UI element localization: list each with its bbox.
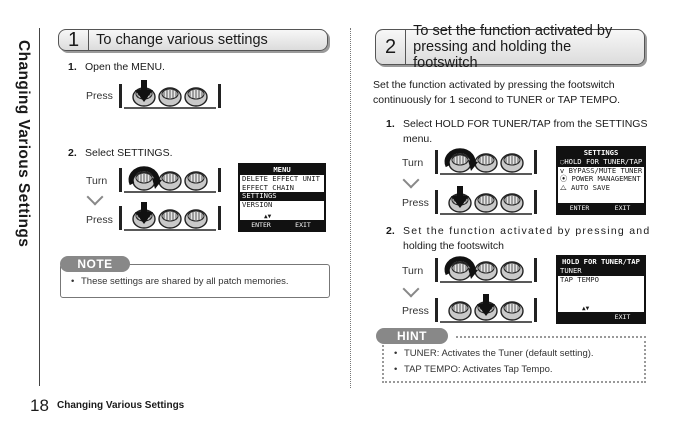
pedal-press-footswitch-1 <box>434 186 538 216</box>
pedal-turn-knob-1 <box>434 146 538 176</box>
menu-screen <box>238 163 326 232</box>
footer-title: Changing Various Settings <box>57 400 185 411</box>
right-intro-line2: continuously for 1 second to TUNER or TAP TEMPO. <box>373 94 621 106</box>
right-step-2-line2: holding the footswitch <box>403 240 504 252</box>
right-step-2-turn-label: Turn <box>402 265 424 277</box>
left-step-2-turn-label: Turn <box>86 175 108 187</box>
right-step-1-turn-label: Turn <box>402 157 424 169</box>
scroll-arrows-icon: ▲▼ <box>582 305 590 312</box>
section-2-title <box>406 23 644 71</box>
right-step-1-line2: menu. <box>403 133 433 145</box>
hold-screen <box>556 255 646 324</box>
settings-item: ⦿ POWER MANAGEMENT <box>560 174 641 184</box>
blank-softkey <box>558 312 601 322</box>
section-2-number: 2 <box>376 30 406 64</box>
settings-item: ⅴ BYPASS/MUTE TUNER <box>560 165 643 175</box>
chevron-down-icon <box>87 189 104 206</box>
left-step-2-number: 2. <box>68 147 77 159</box>
menu-screen-footer <box>240 220 324 230</box>
left-step-1 <box>68 60 165 75</box>
pedal-turn-knob-1 <box>118 164 222 194</box>
left-step-1-text: Open the MENU. <box>85 61 165 73</box>
menu-item: DELETE EFFECT UNIT <box>242 174 320 183</box>
hint-box <box>382 329 646 383</box>
note-item: These settings are shared by all patch memories. <box>81 276 289 287</box>
hint-item-text: TAP TEMPO: Activates Tap Tempo. <box>404 364 553 375</box>
right-step-2-number: 2. <box>386 225 395 237</box>
hint-item-text: TUNER: Activates the Tuner (default setting). <box>404 348 594 359</box>
exit-softkey: EXIT <box>614 204 631 212</box>
left-step-2-press-label: Press <box>86 214 113 226</box>
left-step-1-number: 1. <box>68 61 77 73</box>
hint-label: HINT <box>376 328 448 344</box>
pedal-turn-knob-1 <box>434 254 538 284</box>
settings-screen-title: SETTINGS <box>558 148 644 158</box>
menu-item: VERSION <box>242 199 273 209</box>
right-step-1-line1: Select HOLD FOR TUNER/TAP from the SETTINGS <box>403 118 648 130</box>
pedal-press-footswitch-1 <box>118 80 222 110</box>
settings-screen <box>556 146 646 215</box>
right-intro <box>373 78 620 108</box>
settings-item-selected: ◌HOLD FOR TUNER/TAP <box>560 157 643 166</box>
section-2-header <box>375 23 645 71</box>
section-1-header <box>58 29 328 51</box>
section-1-title: To change various settings <box>96 32 268 48</box>
hold-screen-footer <box>558 312 644 322</box>
hold-item: TAP TEMPO <box>560 274 599 284</box>
right-step-1-number: 1. <box>386 118 395 130</box>
side-title: Changing Various Settings <box>15 40 32 248</box>
left-step-1-press-label: Press <box>86 90 113 102</box>
left-step-2-text: Select SETTINGS. <box>85 147 173 159</box>
hold-item-selected: TUNER <box>558 267 644 276</box>
menu-screen-title: MENU <box>240 165 324 175</box>
column-divider <box>350 28 351 388</box>
left-step-2 <box>68 146 173 161</box>
exit-softkey: EXIT <box>614 313 631 321</box>
exit-softkey: EXIT <box>295 221 311 229</box>
enter-softkey: ENTER <box>251 221 271 229</box>
settings-item: ⧍ AUTO SAVE <box>560 182 610 192</box>
pedal-press-footswitch-1 <box>118 202 222 232</box>
right-step-2-line1: Set the function activated by pressing and <box>403 225 651 237</box>
right-intro-line1: Set the function activated by pressing the footswitch <box>373 79 615 91</box>
page-number: 18 <box>30 396 49 415</box>
chevron-down-icon <box>403 281 420 298</box>
section-2-title-line1: To set the function activated by <box>413 23 613 39</box>
right-step-1-press-label: Press <box>402 197 429 209</box>
menu-item: EFFECT CHAIN <box>242 182 294 192</box>
section-1-number: 1 <box>59 30 89 50</box>
section-2-title-line2: pressing and holding the footswitch <box>413 39 572 71</box>
hold-screen-title: HOLD FOR TUNER/TAP <box>558 257 644 267</box>
hint-item: • TAP TEMPO: Activates Tap Tempo. <box>394 364 553 375</box>
note-label: NOTE <box>60 256 130 272</box>
hint-item: • TUNER: Activates the Tuner (default setting). <box>394 348 594 359</box>
scroll-arrows-icon: ▲▼ <box>264 213 272 220</box>
settings-screen-footer <box>558 203 644 213</box>
right-step-2-press-label: Press <box>402 305 429 317</box>
right-step-2 <box>386 224 650 254</box>
right-step-1 <box>386 117 647 147</box>
note-text: • These settings are shared by all patch memories. <box>71 276 289 287</box>
enter-softkey: ENTER <box>569 204 590 212</box>
note-box <box>60 257 330 298</box>
pedal-press-footswitch-2 <box>434 294 538 324</box>
menu-item-selected: SETTINGS <box>240 192 324 201</box>
side-rule <box>39 28 40 386</box>
chevron-down-icon <box>403 172 420 189</box>
